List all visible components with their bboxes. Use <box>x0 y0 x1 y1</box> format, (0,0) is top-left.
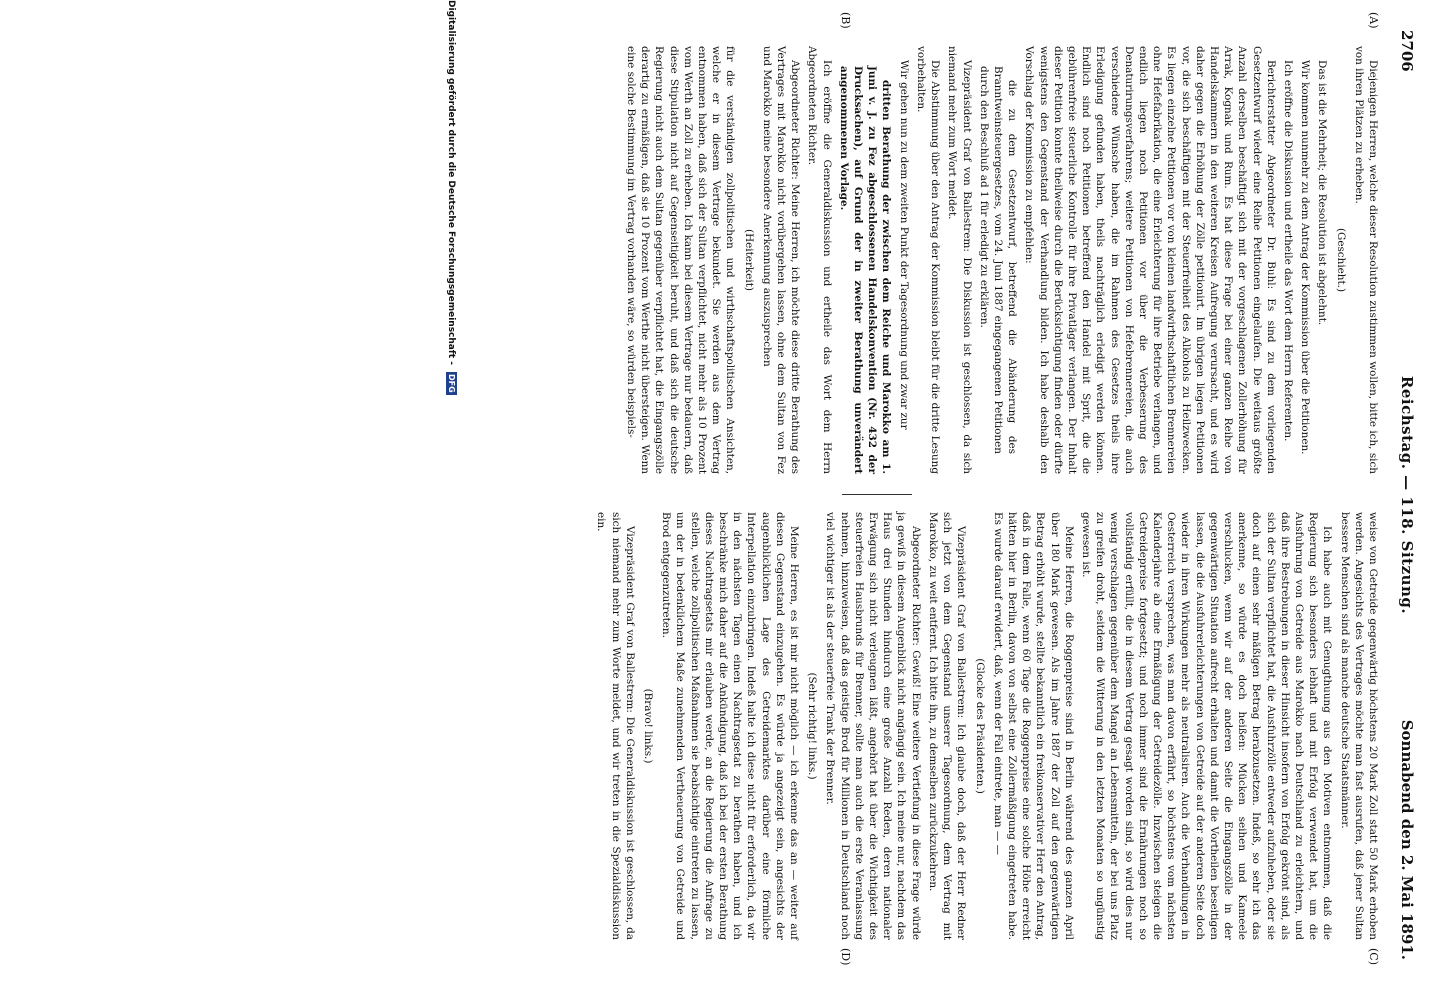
agenda-item: dritten Berathung der zwischen dem Reiche und Marokko am 1. Juni v. J. zu Fez abgeschlossenen Handelskonvention (Nr. 432 der Drucksachen), auf Grund der in zweiter Berathung unverändert angenommenen Vorlage. <box>837 66 893 474</box>
footer-credit: Digitalisierung gefördert durch die Deutsche Forschungsgemeinschaft - <box>446 0 456 365</box>
quoted-motion: die zu dem Gesetzentwurf, betreffend die Abänderung des Branntweinsteuergesetzes, vom 24. Juni 1887 eingegangenen Petitionen durch den Beschluß ad 1 für erledigt zu erklären. <box>977 66 1019 454</box>
paragraph: Das ist die Mehrheit; die Resolution ist abgelehnt. <box>1316 60 1329 326</box>
paragraph: Abgeordneter Richter: Gewiß! Eine weitere Vertiefung in diese Frage würde ja gewiß in diesem Augenblick nicht angängig sein. Ich meine nur, nachdem das Haus drei Stunden hindurch eine große Anzahl Reden, deren nationaler Erwägung sich nicht verleugnen läßt, angehört hat über die Wichtigkeit des steuerfreien Hausbrunds für Brenner, sollte man auch die erste Veranlassung nehmen, hinzuweisen, daß das geistige Brod für Millionen in Deutschland noch viel wichtiger ist als der steuerfreie Trank der Brenner. <box>824 512 922 940</box>
dfg-logo-icon: DFG <box>447 374 456 393</box>
page-title: Reichstag. — 118. Sitzung. <box>1398 375 1416 615</box>
margin-mark-b: (B) <box>839 12 852 29</box>
paragraph: weise von Getreide gegenwärtig höchstens 20 Mark Zoll statt 50 Mark erhoben werden. Angesichts des Vertrages möchte man fast ausrufen, daß jener Sultan bessere Menschen sind als manche deutsche Staatsmänner. <box>1338 512 1379 940</box>
paragraph: Vizepräsident Graf von Ballestrem: Die Diskussion ist geschlossen, da sich niemand mehr zum Wort meldet. <box>946 46 973 474</box>
paragraph: Meine Herren, es ist mir nicht möglich — ich erkenne das an — weiter auf diesen Gegenstand einzugehen. Es würde ja angezeigt sein, angesichts der augenblicklichen Lage des Getreidemarktes darüber eine förmliche Interpellation einzubringen. Indeß halte ich diese nicht für erforderlich, da wir in den nächsten Tagen einen Nachtragsetat zu berathen haben, und ich beschränke mich daher auf die Ankündigung, daß ich bei der ersten Berathung dieses Nachtragsetats mir erlauben werde, an die Regierung die Anfrage zu stellen, welche zollpolitischen Maßnahmen sie beabsichtige eintreten zu lassen, um der in bedenklichem Maße zunehmenden Vertheuerung von Getreide und Brod entgegenzutreten. <box>660 512 801 940</box>
paragraph: Ich eröffne die Generaldiskussion und ertheile das Wort dem Herrn Abgeordneten Richter. <box>806 46 833 474</box>
paragraph: Wir kommen nunmehr zu dem Antrag der Kommission über die Petitionen. <box>1299 60 1312 455</box>
paragraph: Ich habe auch mit Genugthuung aus den Motiven entnommen, daß die Regierung sich besonders lebhaft und mit Erfolg verwendet hat, um die Ausfuhrung von Getreide aus Marokko nach Deutschland zu erleichtern, und daß ihre Bestrebungen in dieser Hinsicht insofern von Erfolg gekrönt sind, als sich der Sultan verpflichtet hat, die Ausfuhrzölle entweder aufzuheben, oder sie doch auf einen sehr mäßigen Betrag herabzusetzen. Indeß, so sehr ich das anerkenne, so würde es doch heißen: Mücken seihen und Kameele verschlucken, wenn wir auf der anderen Seite die Eingangszölle in der gegenwärtigen Situation aufrecht erhalten und damit die Vortheilen beseitigen lassen, die die Ausfuhrerleichterungen von Getreide auf der anderen Seite doch wieder in ihren Wirkungen mehr als neutralisiren. Auch die Verhandlungen in Oesterreich versprechen, was man davon erfährt, so höchstens vom nächsten Kalenderjahre ab eine Ermäßigung der Getreidezölle. Inzwischen steigen die Getreidepreise fortgesetzt; und noch immer sind die Ernährungen noch so vollständig erfüllt, die in diesem Vertrag gesagt worden sind, so wird dies nur wenig verschlagen gegenüber dem Mangel an Lebensmitteln, der bei uns Platz zu greifen droht, seitdem die Witterung in den letzten Monaten so ungünstig gewesen ist. <box>1079 512 1334 940</box>
reaction-note: (Bravo! links.) <box>642 688 655 764</box>
reaction-note: (Sehr richtig! links.) <box>806 672 819 780</box>
paragraph: Abgeordneter Richter: Meine Herren, ich möchte diese dritte Berathung des Vertrages mit Marokko nicht vorübergehen lassen, ohne dem Sultan von Fez und Marokko meine besondere Anerkennung auszusprechen <box>760 46 802 474</box>
paragraph: für die verständigen zollpolitischen und wirthschaftspolitischen Ansichten, welche er in diesem Vertrage bekundet. Sie werden aus dem Vertrag entnommen haben, daß sich der Sultan verpflichtet, nicht mehr als 10 Prozent vom Werth an Zoll zu erheben. Ich kann bei diesem Vertrage nur bedauern, daß diese Stipulation nicht auf Gegenseitigkeit beruht, und daß sich die deutsche Regierung nicht auch dem Sultan gegenüber verpflichtet hat, die Eingangszölle derartig zu ermäßigen, daß sie 10 Prozent vom Werthe nicht übersteigen. Wenn eine solche Bestimmung im Vertrag vorhanden wäre, so würden beispiels- <box>625 46 737 474</box>
margin-mark-a: (A) <box>1367 12 1380 29</box>
paragraph: Diejenigen Herren, welche dieser Resolution zustimmen wollen, bitte ich, sich von ihren Plätzen zu erheben. <box>1352 46 1379 474</box>
paragraph: Meine Herren, die Roggenpreise sind in Berlin während des ganzen April über 180 Mark gewesen. Als im Jahre 1887 der Zoll auf den gegenwärtigen Betrag erhöht wurde, stellte bekanntlich ein freikonservativer Herr den Antrag, daß in dem Falle, wenn 60 Tage die Roggenpreise eine solche Höhe erreicht hätten hier in Berlin, davon von selbst eine Zollermäßigung eingetreten habe. Es wurde darauf erwidert, daß, wenn der Fall eintrete, man — — <box>991 512 1075 940</box>
page-date: Sonnabend den 2. Mai 1891. <box>1398 719 1416 960</box>
paragraph: Die Abstimmung über den Antrag der Kommission bleibt für die dritte Lesung vorbehalten. <box>914 46 942 474</box>
page-header <box>1388 30 1416 960</box>
reaction-note: (Glocke des Präsidenten.) <box>973 658 986 794</box>
paragraph: Berichterstatter Abgeordneter Dr. Buhl: Es sind zu dem vorliegenden Gesetzentwurf wieder eine Reihe Petitionen eingelaufen. Die weitaus größte Anzahl derselben beschäftigt sich mit der vorgeschlagenen Zollerhöhung für Arrak, Kognak und Rum. Es hat diese Frage bei einer ganzen Reihe von Handelskammern in den weiteren Kreisen Aufregung verursacht, und es wird daher gegen die Erhöhung der Zölle petitionirt. Im übrigen liegen Petitionen vor, die sich beschäftigen mit der Steuerfreiheit des Alkohols zu Heilzwecken. Es liegen einzelne Petitionen vor von kleinen landwirthschaftlichen Brennereien ohne Hefefabrikation, die eine Erleichterung für ihre Betriebe verlangen, und endlich liegen noch Petitionen vor über die Verbesserung des Denaturirungsverfahrens; weitere Petitionen von Hefebrennereien, die auch verschiedene Wünsche haben, die im Rahmen des Gesetzes theils ihre Erledigung gefunden haben, theils nachträglich erledigt werden können. Endlich sind noch Petitionen betreffend den Handel mit Sprit, die die gebührenfreie steuerliche Kontrolle für ihre Privatläger verlangen. Der Inhalt dieser Petition konnte theilweise durch die Berücksichtigung finden oder dürfte wenigstens den Gegenstand der Verhandlung bilden. Ich habe deshalb den Vorschlag der Kommission zu empfehlen: <box>1023 46 1277 474</box>
page-number: 2706 <box>1398 30 1416 72</box>
digitization-footer <box>436 0 456 1000</box>
paragraph: Vizepräsident Graf von Ballestrem: Ich glaube doch, daß der Herr Redner sich jetzt von dem Gegenstand unserer Tagesordnung, dem Vertrag mit Marokko, zu weit entfernt. Ich bitte ihn, zu demselben zurückzukehren. <box>926 512 968 940</box>
reaction-note: (Heiterkeit) <box>742 229 755 291</box>
left-column <box>621 46 1380 474</box>
paragraph: Ich eröffne die Diskussion und ertheile das Wort dem Herrn Referenten. <box>1281 60 1294 442</box>
reaction-note: (Geschieht.) <box>1334 227 1347 293</box>
right-column <box>591 512 1380 940</box>
margin-mark-d: (D) <box>839 948 852 966</box>
column-divider <box>842 494 912 495</box>
paragraph: Wir gehen nun zu dem zweiten Punkt der Tagesordnung und zwar zur <box>897 60 910 430</box>
paragraph: Vizepräsident Graf von Ballestrem: Die Generaldiskussion ist geschlossen, da sich niemand mehr zum Worte meldet, und wir treten in die Spezialdiskussion ein. <box>595 512 636 940</box>
margin-mark-c: (C) <box>1367 948 1380 965</box>
